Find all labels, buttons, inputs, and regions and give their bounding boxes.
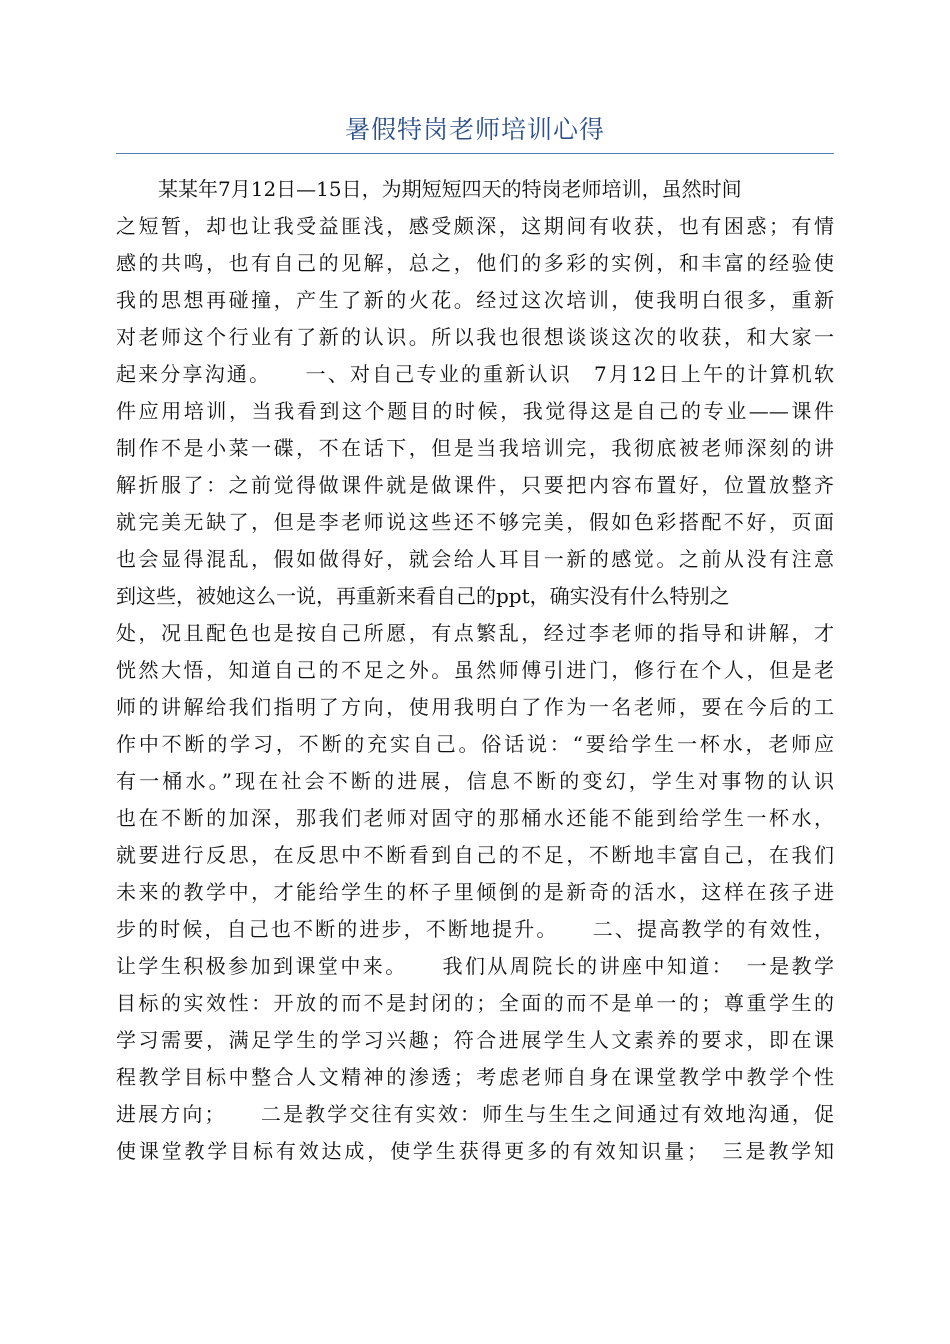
body-line: 未来的教学中，才能给学生的杯子里倾倒的是新奇的活水，这样在孩子进: [116, 880, 834, 904]
body-line: 作中不断的学习，不断的充实自己。俗话说：“要给学生一杯水，老师应: [116, 732, 834, 756]
body-line: 让学生积极参加到课堂中来。 我们从周院长的讲座中知道： 一是教学: [116, 954, 834, 978]
body-line: 使课堂教学目标有效达成，使学生获得更多的有效知识量； 三是教学知: [116, 1139, 834, 1163]
body-line: 目标的实效性：开放的而不是封闭的；全面的而不是单一的；尊重学生的: [116, 991, 834, 1015]
body-line: 也在不断的加深，那我们老师对固守的那桶水还能不能到给学生一杯水，: [116, 806, 834, 830]
body-line: 也会显得混乱，假如做得好，就会给人耳目一新的感觉。之前从没有注意: [116, 547, 834, 571]
body-line: 程教学目标中整合人文精神的渗透；考虑老师自身在课堂教学中教学个性: [116, 1065, 834, 1089]
body-line: 解折服了：之前觉得做课件就是做课件，只要把内容布置好，位置放整齐: [116, 473, 834, 497]
body-line: 我的思想再碰撞，产生了新的火花。经过这次培训，使我明白很多，重新: [116, 288, 834, 312]
body-line: 制作不是小菜一碟，不在话下，但是当我培训完，我彻底被老师深刻的讲: [116, 436, 834, 460]
body-paragraph: [116, 171, 834, 1170]
body-line: 学习需要，满足学生的学习兴趣；符合进展学生人文素养的要求，即在课: [116, 1028, 834, 1052]
title-underline: [116, 153, 834, 154]
body-line: 件应用培训，当我看到这个题目的时候，我觉得这是自己的专业——课件: [116, 399, 834, 423]
body-line: 某某年7月12日—15日，为期短短四天的特岗老师培训，虽然时间: [158, 177, 742, 201]
body-line: 有一桶水。”现在社会不断的进展，信息不断的变幻，学生对事物的认识: [116, 769, 834, 793]
body-line: 师的讲解给我们指明了方向，使用我明白了作为一名老师，要在今后的工: [116, 695, 834, 719]
body-line: 进展方向； 二是教学交往有实效：师生与生生之间通过有效地沟通，促: [116, 1102, 834, 1126]
body-line: 之短暂，却也让我受益匪浅，感受颇深，这期间有收获，也有困惑；有情: [116, 214, 834, 238]
body-line: 到这些，被她这么一说，再重新来看自己的ppt，确实没有什么特别之: [116, 584, 730, 608]
body-line: 步的时候，自己也不断的进步，不断地提升。 二、提高教学的有效性，: [116, 917, 834, 941]
page-title: 暑假特岗老师培训心得: [344, 115, 605, 144]
body-line: 感的共鸣，也有自己的见解，总之，他们的多彩的实例，和丰富的经验使: [116, 251, 834, 275]
body-line: 恍然大悟，知道自己的不足之外。虽然师傅引进门，修行在个人，但是老: [116, 658, 834, 682]
body-line: 就完美无缺了，但是李老师说这些还不够完美，假如色彩搭配不好，页面: [116, 510, 834, 534]
body-line: 起来分享沟通。 一、对自己专业的重新认识 7月12日上午的计算机软: [116, 362, 834, 386]
body-line: 对老师这个行业有了新的认识。所以我也很想谈谈这次的收获，和大家一: [116, 325, 834, 349]
body-line: 处，况且配色也是按自己所愿，有点繁乱，经过李老师的指导和讲解，才: [116, 621, 834, 645]
body-line: 就要进行反思，在反思中不断看到自己的不足，不断地丰富自己，在我们: [116, 843, 834, 867]
